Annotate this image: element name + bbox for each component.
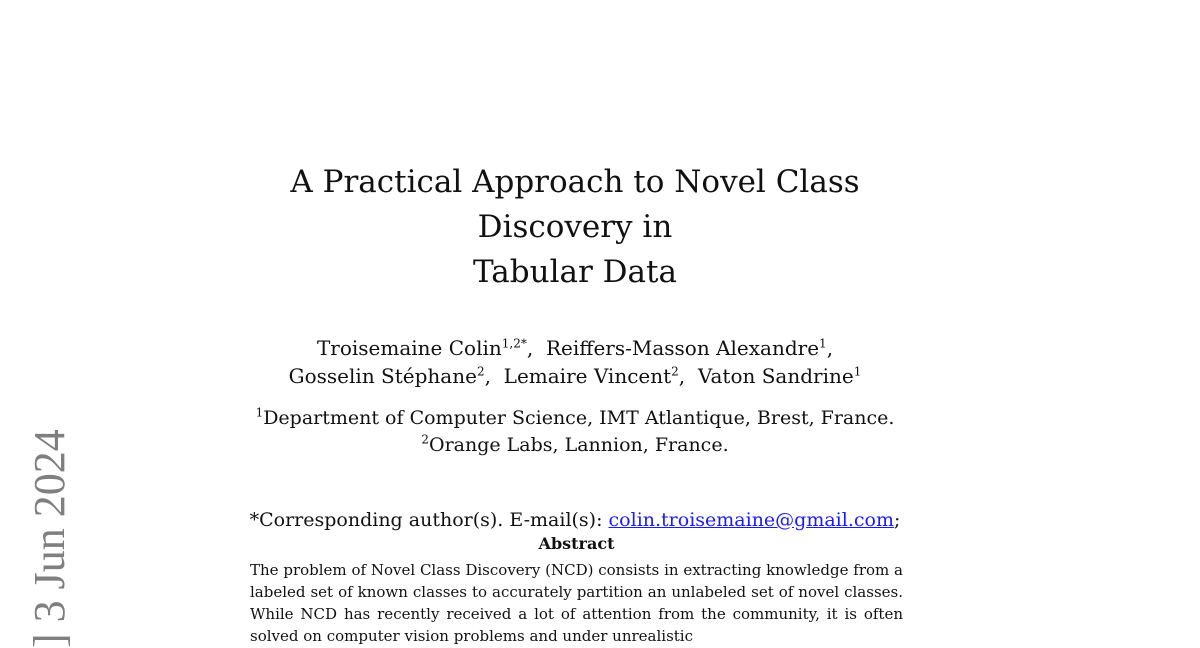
author-separator: , <box>484 364 491 388</box>
title-line-1: A Practical Approach to Novel Class Discovery in <box>290 164 860 245</box>
author-list <box>230 334 920 390</box>
author <box>289 364 491 388</box>
corresponding-author <box>230 507 920 534</box>
affiliation-mark: 2 <box>421 432 429 447</box>
author-name: Reiffers-Masson Alexandre <box>545 336 820 360</box>
author-affiliation-mark: 1 <box>853 364 862 379</box>
author <box>533 336 833 360</box>
affiliation-list <box>230 405 920 459</box>
arxiv-side-stamp: ] 3 Jun 2024 <box>25 429 74 648</box>
title-line-2: Tabular Data <box>473 254 677 290</box>
abstract-section <box>250 534 903 647</box>
author-separator: , <box>526 336 534 360</box>
email-link[interactable]: colin.troisemaine@gmail.com <box>608 509 894 531</box>
author-name: Lemaire Vincent <box>503 364 672 388</box>
paper-title <box>230 160 920 295</box>
corresponding-suffix: ; <box>893 509 901 531</box>
author-line-1 <box>230 334 920 362</box>
author-affiliation-mark: 2 <box>671 364 679 379</box>
author-line-2 <box>230 362 920 390</box>
author-name: Troisemaine Colin <box>316 336 502 360</box>
affiliation-text: Orange Labs, Lannion, France. <box>429 434 729 456</box>
affiliation-mark: 1 <box>255 405 264 420</box>
affiliation-text: Department of Computer Science, IMT Atlantique, Brest, France. <box>263 407 895 429</box>
affiliation <box>230 405 920 432</box>
author-affiliation-mark: 1,2* <box>501 336 527 351</box>
author-affiliation-mark: 2 <box>476 364 485 379</box>
paper-header <box>230 160 920 534</box>
author-name: Gosselin Stéphane <box>288 364 477 388</box>
affiliation <box>230 432 920 459</box>
author <box>491 364 685 388</box>
author-name: Vaton Sandrine <box>697 364 854 388</box>
author-separator: , <box>826 336 834 360</box>
author <box>685 364 861 388</box>
author <box>317 336 533 360</box>
abstract-heading: Abstract <box>538 534 615 553</box>
abstract-text: The problem of Novel Class Discovery (NCD) consists in extracting knowledge from a labeled set of known classes to accurately partition an unlabeled set of novel classes. While NCD has recently received a lot of attention from the community, it is often solved on computer vision problems and under unrealistic <box>250 561 903 645</box>
corresponding-prefix: *Corresponding author(s). E-mail(s): <box>249 509 609 531</box>
author-affiliation-mark: 1 <box>819 336 827 351</box>
author-separator: , <box>678 364 686 388</box>
